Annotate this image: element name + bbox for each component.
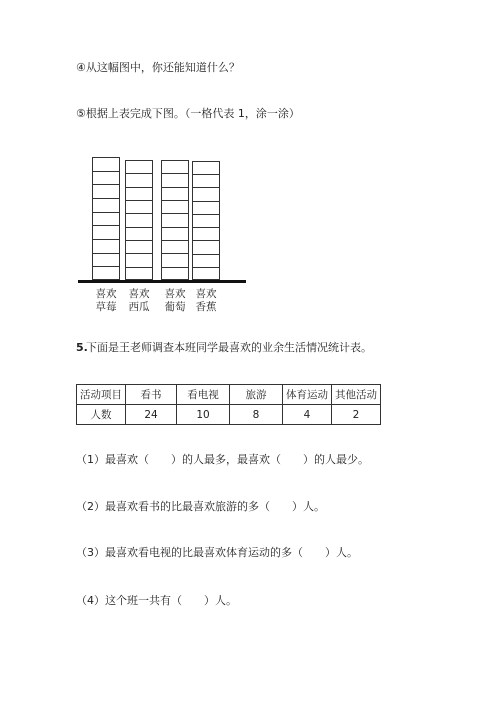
grid-cell[interactable] [193, 215, 219, 228]
table-cell: 看书 [126, 385, 177, 405]
question-1: （1）最喜欢（ ）的人最多，最喜欢（ ）的人最少。 [76, 453, 369, 466]
question-4: （4）这个班一共有（ ）人。 [76, 594, 237, 607]
question-3: （3）最喜欢看电视的比最喜欢体育运动的多（ ）人。 [76, 546, 358, 559]
table-header-row [77, 385, 381, 405]
grid-cell[interactable] [126, 161, 152, 174]
grid-cell[interactable] [193, 202, 219, 215]
grid-cell[interactable] [93, 199, 119, 213]
question-5-instruction: ⑤根据上表完成下图。（一格代表 1，涂一涂） [76, 107, 300, 120]
table-cell: 10 [177, 405, 230, 425]
table-cell: 8 [230, 405, 283, 425]
table-row [77, 405, 381, 425]
chart-column [125, 160, 153, 280]
grid-cell[interactable] [93, 226, 119, 240]
column-label-line1: 喜欢 [164, 288, 186, 300]
grid-cell[interactable] [126, 214, 152, 227]
column-label-line2: 草莓 [95, 301, 117, 313]
table-cell: 人数 [77, 405, 126, 425]
grid-cell[interactable] [193, 268, 219, 281]
grid-cell[interactable] [93, 254, 119, 268]
grid-cell[interactable] [93, 158, 119, 172]
grid-cell[interactable] [126, 228, 152, 241]
table-cell: 其他活动 [332, 385, 381, 405]
problem-5-number: 5. [76, 341, 88, 354]
column-label-line1: 喜欢 [95, 288, 117, 300]
grid-cell[interactable] [126, 254, 152, 267]
column-label [90, 288, 122, 314]
question-2: （2）最喜欢看书的比最喜欢旅游的多（ ）人。 [76, 500, 325, 513]
table-cell: 4 [283, 405, 332, 425]
grid-cell[interactable] [126, 241, 152, 254]
grid-cell[interactable] [93, 172, 119, 186]
grid-cell[interactable] [162, 188, 188, 201]
chart-column [161, 160, 189, 280]
grid-cell[interactable] [126, 188, 152, 201]
grid-cell[interactable] [93, 185, 119, 199]
table-cell: 旅游 [230, 385, 283, 405]
grid-cell[interactable] [162, 254, 188, 267]
grid-cell[interactable] [193, 188, 219, 201]
grid-cell[interactable] [126, 201, 152, 214]
question-4-text: ④从这幅图中，你还能知道什么？ [76, 61, 240, 74]
problem-5-title: 下面是王老师调查本班同学最喜欢的业余生活情况统计表。 [86, 341, 372, 354]
grid-cell[interactable] [193, 175, 219, 188]
column-label-line2: 香蕉 [195, 301, 217, 313]
grid-cell[interactable] [126, 268, 152, 281]
grid-cell[interactable] [162, 228, 188, 241]
table-cell: 24 [126, 405, 177, 425]
grid-cell[interactable] [93, 213, 119, 227]
grid-cell[interactable] [126, 174, 152, 187]
grid-cell[interactable] [93, 267, 119, 281]
table-cell: 2 [332, 405, 381, 425]
grid-cell[interactable] [193, 228, 219, 241]
column-label-line1: 喜欢 [128, 288, 150, 300]
grid-cell[interactable] [162, 241, 188, 254]
column-label [159, 288, 191, 314]
column-label [123, 288, 155, 314]
column-label-line2: 西瓜 [128, 301, 150, 313]
grid-cell[interactable] [193, 255, 219, 268]
grid-cell[interactable] [162, 174, 188, 187]
grid-cell[interactable] [162, 161, 188, 174]
table-cell: 体育运动 [283, 385, 332, 405]
chart-column [92, 157, 120, 280]
column-label [190, 288, 222, 314]
grid-cell[interactable] [162, 268, 188, 281]
table-cell: 看电视 [177, 385, 230, 405]
chart-column [192, 161, 220, 280]
column-label-line1: 喜欢 [195, 288, 217, 300]
table-cell: 活动项目 [77, 385, 126, 405]
grid-cell[interactable] [193, 241, 219, 254]
grid-cell[interactable] [93, 240, 119, 254]
grid-cell[interactable] [162, 201, 188, 214]
grid-cell[interactable] [193, 162, 219, 175]
grid-cell[interactable] [162, 214, 188, 227]
statistics-table [76, 384, 381, 425]
column-label-line2: 葡萄 [164, 301, 186, 313]
chart-baseline [78, 280, 246, 283]
